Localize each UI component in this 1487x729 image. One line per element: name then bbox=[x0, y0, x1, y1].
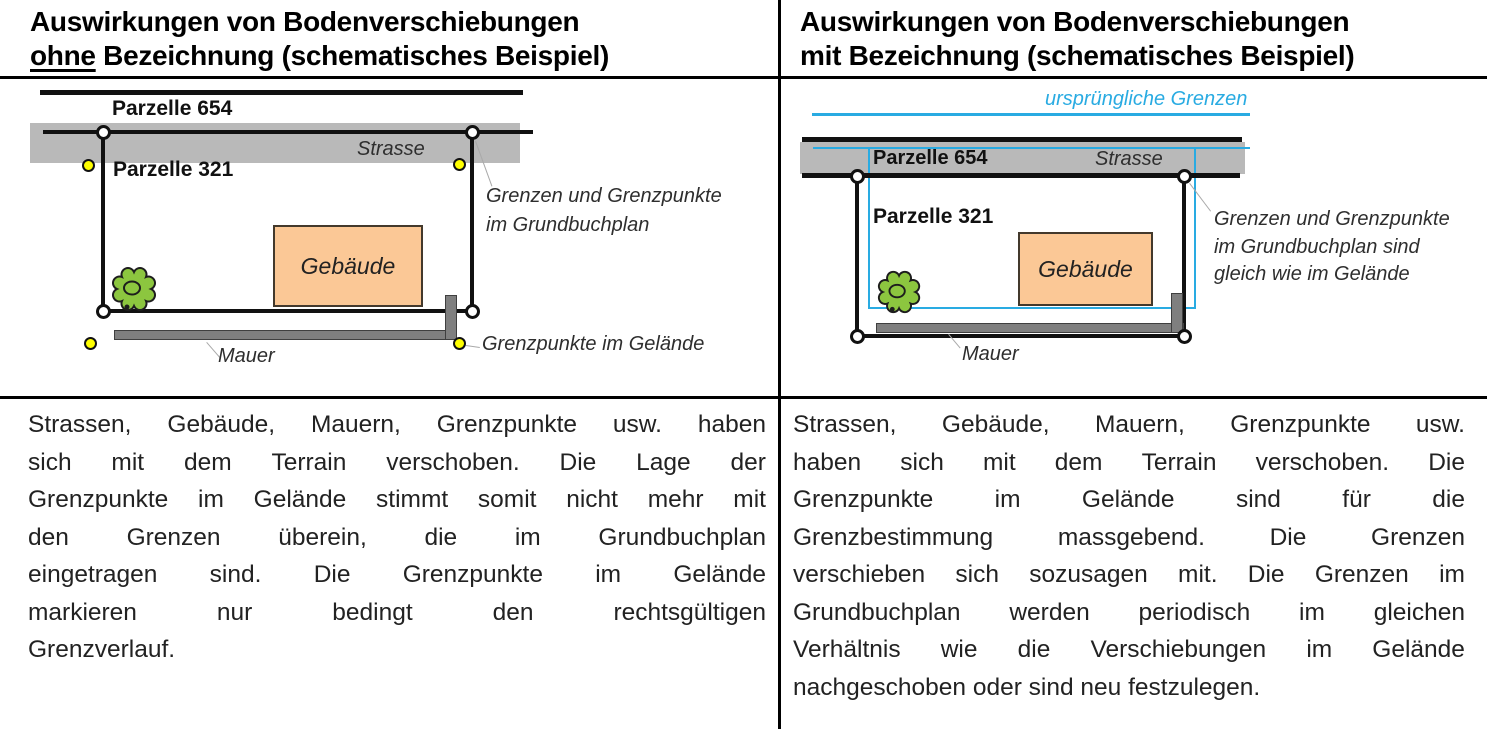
registry-point-marker bbox=[465, 125, 480, 140]
right-description-text: Strassen, Gebäude, Mauern, Grenzpunkte usw. haben sich mit dem Terrain verschoben. Die Grenzpunkte im Gelände sind für die Grenzbestimmung massgebend. Die Grenzen verschieben sich sozusagen mit. Die Grenzen im Grundbuchplan werden periodisch im gleichen Verhältnis wie die Verschiebungen im Gelände nachgeschoben oder sind neu festzulegen. bbox=[793, 411, 1465, 701]
registry-point-marker bbox=[465, 304, 480, 319]
right-panel-title bbox=[800, 5, 1480, 73]
right-diagram-registry-boundary-left bbox=[855, 177, 859, 337]
left-diagram-registry-boundary-right bbox=[470, 132, 474, 313]
right-title-underline-rule bbox=[778, 76, 1487, 79]
registry-point-marker bbox=[1177, 329, 1192, 344]
terrain-point-marker bbox=[82, 159, 95, 172]
right-registry-note-line1: Grenzen und Grenzpunkte bbox=[1214, 208, 1450, 230]
left-parcel-321-label: Parzelle 321 bbox=[113, 158, 234, 181]
left-parcel-654-label: Parzelle 654 bbox=[112, 97, 233, 120]
left-wall-label: Mauer bbox=[218, 345, 275, 367]
right-wall-label: Mauer bbox=[962, 343, 1019, 365]
original-borders-underline bbox=[812, 113, 1250, 116]
terrain-point-marker bbox=[84, 337, 97, 350]
left-terrain-points-leader-line bbox=[466, 345, 480, 348]
left-diagram-building bbox=[273, 225, 423, 307]
left-diagram-wall-vertical bbox=[445, 295, 457, 340]
terrain-point-marker bbox=[453, 158, 466, 171]
right-registry-note-line2: im Grundbuchplan sind bbox=[1214, 235, 1420, 258]
right-street-label: Strasse bbox=[1095, 148, 1163, 170]
registry-point-marker bbox=[96, 125, 111, 140]
terrain-point-marker bbox=[453, 337, 466, 350]
left-diagram-upper-street-edge-line bbox=[40, 90, 523, 95]
left-diagram-registry-boundary-top bbox=[43, 130, 533, 134]
bush-icon bbox=[874, 268, 926, 316]
right-registry-note bbox=[1214, 206, 1450, 289]
left-title-line1: Auswirkungen von Bodenverschiebungen bbox=[30, 6, 580, 37]
left-registry-note-line1: Grenzen und Grenzpunkte bbox=[486, 185, 722, 207]
registry-point-marker bbox=[1177, 169, 1192, 184]
left-street-label: Strasse bbox=[357, 138, 425, 160]
right-registry-note-line3: gleich wie im Gelände bbox=[1214, 263, 1410, 285]
right-parcel-321-label: Parzelle 321 bbox=[873, 205, 994, 228]
registry-point-marker bbox=[96, 304, 111, 319]
right-building-label: Gebäude bbox=[1038, 255, 1133, 282]
right-diagram-registry-boundary-bottom bbox=[855, 334, 1186, 338]
left-description-text: Strassen, Gebäude, Mauern, Grenzpunkte usw. haben sich mit dem Terrain verschoben. Die Lage der Grenzpunkte im Gelände stimmt somit nicht mehr mit den Grenzen überein, die im Grundbuchplan eingetragen sind. Die Grenzpunkte im Gelände markieren nur bedingt den rechtsgültigen Grenzverlauf. bbox=[28, 411, 766, 663]
row-divider-line bbox=[0, 396, 1487, 399]
left-title-underline-rule bbox=[0, 76, 778, 79]
left-title-line2 bbox=[30, 39, 770, 73]
registry-point-marker bbox=[850, 169, 865, 184]
left-diagram-registry-boundary-left bbox=[101, 132, 105, 313]
left-title-line2-rest: Bezeichnung (schematisches Beispiel) bbox=[95, 40, 609, 71]
left-diagram-wall-bar bbox=[114, 330, 454, 340]
original-borders-label: ursprüngliche Grenzen bbox=[1045, 88, 1248, 110]
left-registry-note bbox=[486, 182, 722, 240]
bush-icon bbox=[108, 264, 162, 314]
left-building-label: Gebäude bbox=[300, 252, 396, 279]
right-diagram-wall-vertical bbox=[1171, 293, 1183, 333]
right-diagram-registry-boundary-top bbox=[802, 173, 1240, 178]
left-title-underlined-word: ohne bbox=[30, 40, 96, 71]
left-panel-title bbox=[30, 5, 770, 73]
right-diagram-building bbox=[1018, 232, 1153, 306]
right-title-line1: Auswirkungen von Bodenverschiebungen bbox=[800, 6, 1350, 37]
column-divider-line bbox=[778, 0, 781, 729]
left-registry-note-line2: im Grundbuchplan bbox=[486, 214, 650, 236]
right-title-line2: mit Bezeichnung (schematisches Beispiel) bbox=[800, 40, 1355, 71]
right-diagram-wall-bar bbox=[876, 323, 1184, 333]
left-terrain-points-label: Grenzpunkte im Gelände bbox=[482, 333, 705, 355]
registry-point-marker bbox=[850, 329, 865, 344]
right-parcel-654-label: Parzelle 654 bbox=[873, 147, 988, 169]
